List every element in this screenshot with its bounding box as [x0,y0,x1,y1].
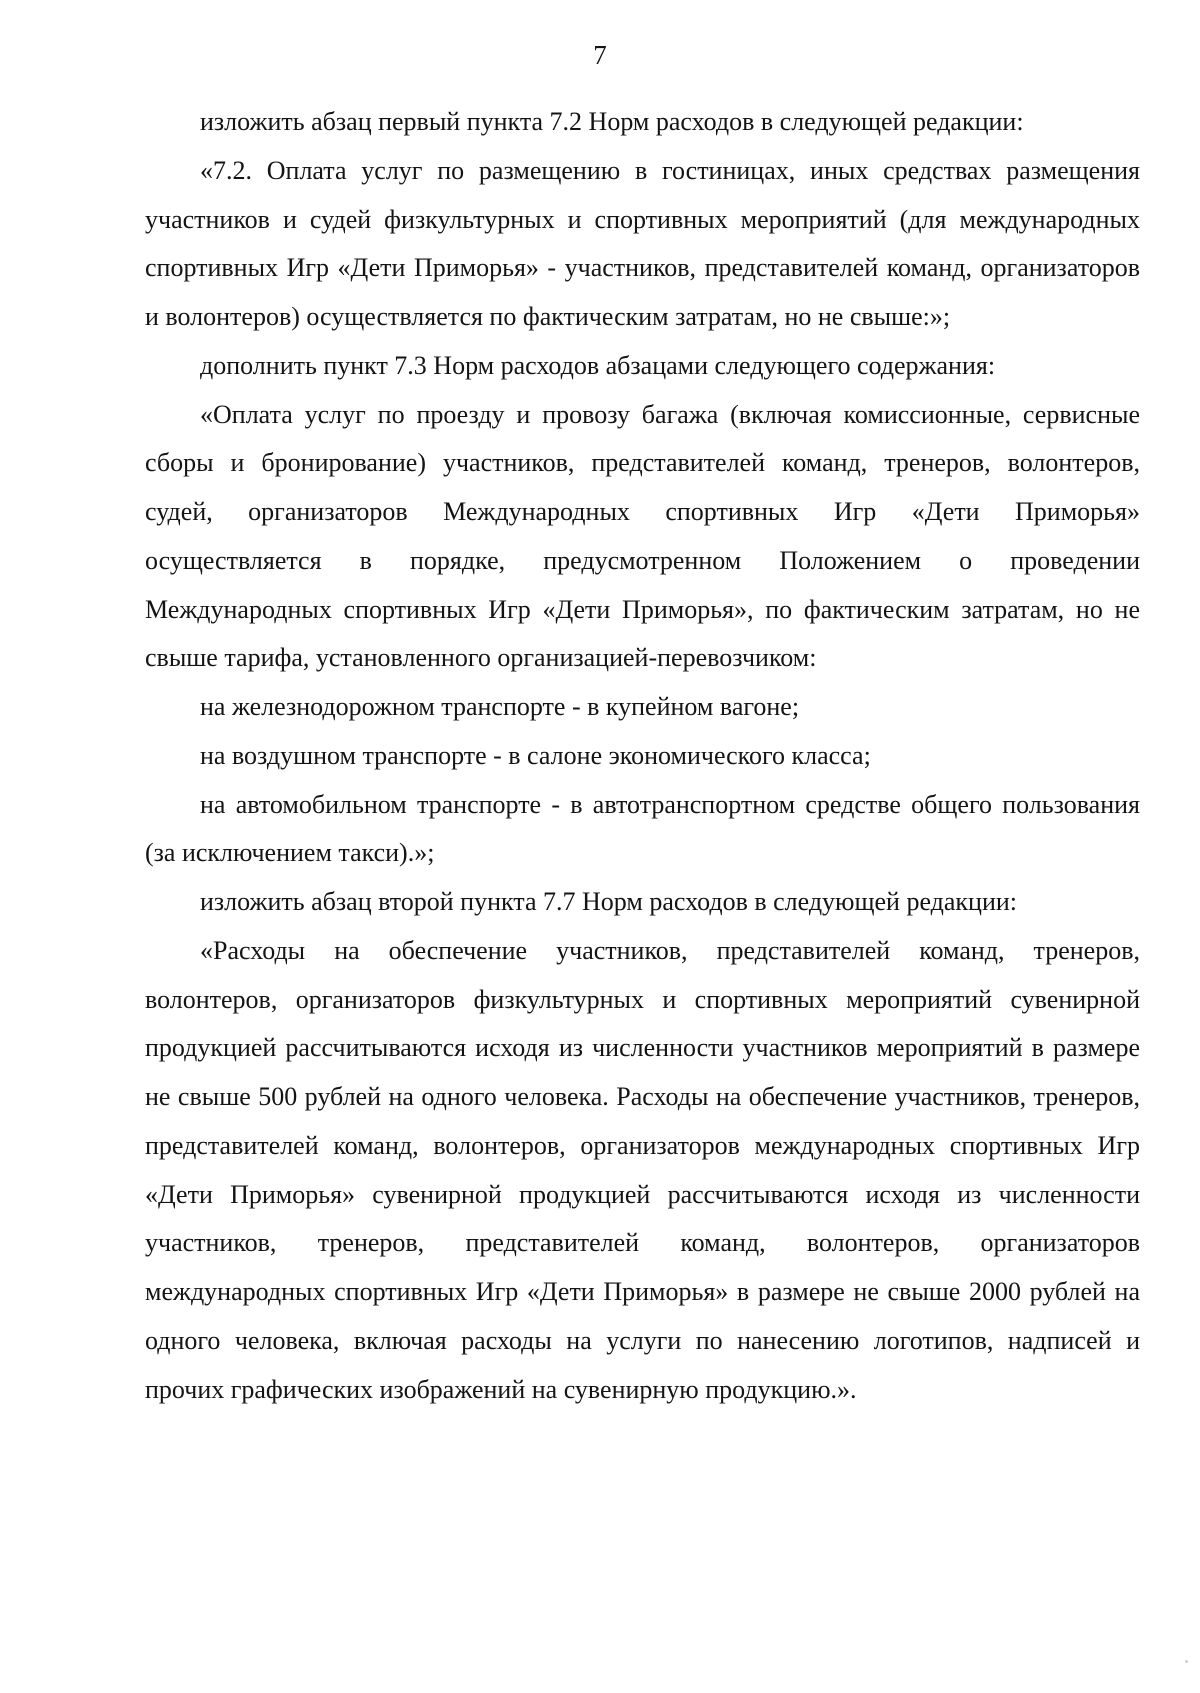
paragraph-7-3-travel-payment: «Оплата услуг по проезду и провозу багажа (включая комиссионные, сервисные сборы и бронирование) участников, представителей команд, тренеров, волонтеров, судей, организаторов Международных спортивных Игр «Дети Приморья» осуществляется в порядке, предусмотренном Положением о проведении Международных спортивных Игр «Дети Приморья», по фактическим затратам, но не свыше тарифа, установленного организацией-перевозчиком: [145,399,1140,673]
paragraph-road-transport: на автомобильном транспорте - в автотранспортном средстве общего пользования (за исключением такси).»; [145,789,1140,868]
paragraph-7-7-souvenirs: «Расходы на обеспечение участников, представителей команд, тренеров, волонтеров, организаторов физкультурных и спортивных мероприятий сувенирной продукцией рассчитываются исходя из численности участников мероприятий в размере не свыше 500 рублей на одного человека. Расходы на обеспечение участников, тренеров, представителей команд, волонтеров, организаторов международных спортивных Игр «Дети Приморья» сувенирной продукцией рассчитываются исходя из численности участников, тренеров, представителей команд, волонтеров, организаторов международных спортивных Игр «Дети Приморья» в размере не свыше 2000 рублей на одного человека, включая расходы на услуги по нанесению логотипов, надписей и прочих графических изображений на сувенирную продукцию.». [145,935,1140,1404]
document-body [145,98,1140,1414]
page-number: 7 [593,40,607,70]
paragraph-amend-7-2-intro: изложить абзац первый пункта 7.2 Норм расходов в следующей редакции: [200,107,1024,136]
paragraph-rail-transport: на железнодорожном транспорте - в купейном вагоне; [200,692,800,721]
paragraph-7-2-text: «7.2. Оплата услуг по размещению в гостиницах, иных средствах размещения участников и судей физкультурных и спортивных мероприятий (для международных спортивных Игр «Дети Приморья» - участников, представителей команд, организаторов и волонтеров) осуществляется по фактическим затратам, но не свыше:»; [145,155,1140,331]
paragraph-amend-7-7-intro: изложить абзац второй пункта 7.7 Норм расходов в следующей редакции: [200,887,1018,916]
paragraph-air-transport: на воздушном транспорте - в салоне экономического класса; [200,740,871,770]
scan-speck [1185,1660,1188,1663]
paragraph-amend-7-3-intro: дополнить пункт 7.3 Норм расходов абзацами следующего содержания: [200,350,996,380]
